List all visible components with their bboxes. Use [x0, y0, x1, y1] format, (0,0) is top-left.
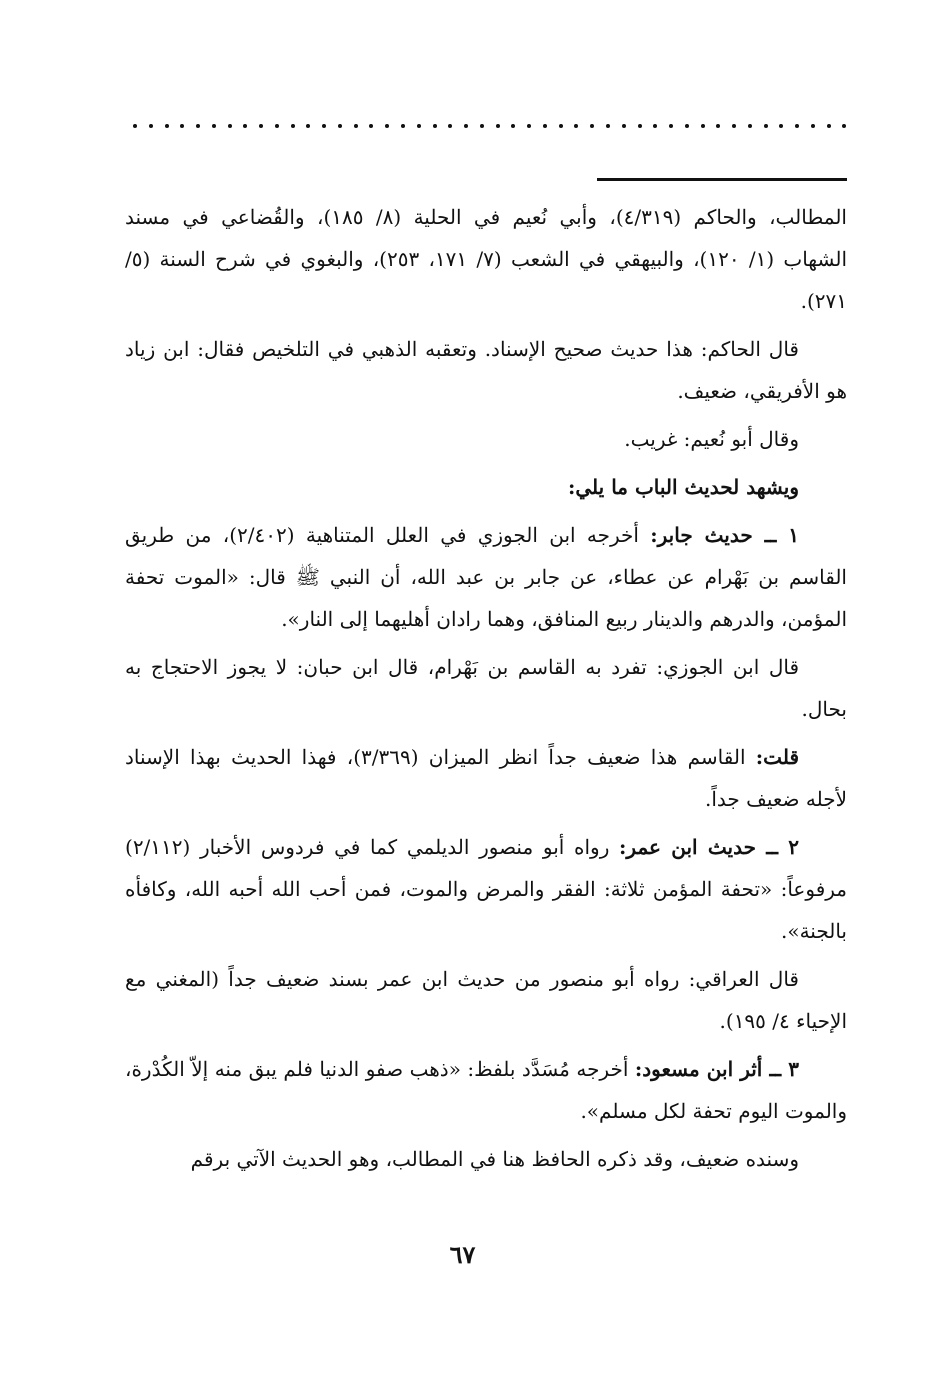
paragraph-lead: ٢ ــ حديث ابن عمر:: [619, 835, 799, 859]
paragraph: [125, 826, 847, 952]
paragraph: [125, 328, 847, 412]
separator-dot: [369, 124, 373, 128]
separator-dot: [590, 124, 594, 128]
separator-dot: [417, 124, 421, 128]
paragraph: [125, 646, 847, 730]
separator-dot: [480, 124, 484, 128]
separator-dot: [701, 124, 705, 128]
paragraph-lead: ٣ ــ أثر ابن مسعود:: [634, 1057, 800, 1081]
separator-dot: [243, 124, 247, 128]
separator-dot: [180, 124, 184, 128]
separator-dot: [385, 124, 389, 128]
separator-dot: [779, 124, 783, 128]
separator-dot: [322, 124, 326, 128]
separator-dot: [149, 124, 153, 128]
page-number: ٦٧: [449, 1240, 476, 1269]
separator-dot: [433, 124, 437, 128]
paragraph-text: المطالب، والحاكم (٤/٣١٩)، وأبي نُعيم في الحلية (٨/ ١٨٥)، والقُضاعي في مسند الشهاب (١/ ١٢٠)، والبيهقي في الشعب (٧/ ١٧١، ٢٥٣)، والبغوي في شرح السنة (٥/ ٢٧١).: [125, 205, 848, 313]
separator-dot: [606, 124, 610, 128]
footnote-rule: [597, 178, 847, 181]
separator-dot: [527, 124, 531, 128]
separator-dot: [764, 124, 768, 128]
separator-dot: [338, 124, 342, 128]
paragraph: [125, 1048, 847, 1132]
separator-dot: [291, 124, 295, 128]
separator-dot: [401, 124, 405, 128]
section-heading: [125, 466, 847, 508]
paragraph: [125, 736, 847, 820]
paragraph-text: قال العراقي: رواه أبو منصور من حديث ابن عمر بسند ضعيف جداً (المغني مع الإحياء ٤/ ١٩٥).: [125, 967, 847, 1033]
paragraph: [125, 958, 847, 1042]
separator-dot: [827, 124, 831, 128]
paragraph-text: القاسم هذا ضعيف جداً انظر الميزان (٣/٣٦٩)، فهذا الحديث بهذا الإسناد لأجله ضعيف جداً.: [125, 745, 847, 811]
separator-dot: [543, 124, 547, 128]
paragraph-text: قال ابن الجوزي: تفرد به القاسم بن بَهْرام، قال ابن حبان: لا يجوز الاحتجاج به بحال.: [125, 655, 847, 721]
paragraph-text: أخرجه مُسَدَّد بلفظ: «ذهب صفو الدنيا فلم يبق منه إلاّ الكُدْرة، والموت اليوم تحفة لكل مسلم».: [125, 1057, 847, 1123]
separator-dot: [685, 124, 689, 128]
separator-dot: [669, 124, 673, 128]
separator-dot: [354, 124, 358, 128]
paragraph-text: أخرجه ابن الجوزي في العلل المتناهية (٢/٤٠٢)، من طريق القاسم بن بَهْرام عن عطاء، عن جابر بن عبد الله، أن النبي ﷺ قال: «الموت تحفة المؤمن، والدرهم والدينار ربيع المنافق، وهما رادان أهليهما إلى النار».: [125, 523, 847, 631]
separator-dot: [638, 124, 642, 128]
separator-dot: [496, 124, 500, 128]
paragraph: [125, 1138, 847, 1180]
dotted-separator: [133, 116, 847, 136]
separator-dot: [212, 124, 216, 128]
separator-dot: [133, 124, 137, 128]
separator-dot: [795, 124, 799, 128]
separator-dot: [511, 124, 515, 128]
separator-dot: [716, 124, 720, 128]
separator-dot: [275, 124, 279, 128]
separator-dot: [306, 124, 310, 128]
paragraph-text: رواه أبو منصور الديلمي كما في فردوس الأخبار (٢/١١٢) مرفوعاً: «تحفة المؤمن ثلاثة: الفقر والمرض والموت، فمن أحب الله أحبه الله، وكافأه بالجنة».: [125, 835, 847, 943]
separator-dot: [842, 124, 846, 128]
separator-dot: [228, 124, 232, 128]
paragraph-lead: ١ ــ حديث جابر:: [650, 523, 799, 547]
separator-dot: [732, 124, 736, 128]
separator-dot: [811, 124, 815, 128]
separator-dot: [259, 124, 263, 128]
paragraph: [125, 418, 847, 460]
separator-dot: [196, 124, 200, 128]
paragraph: [125, 514, 847, 640]
paragraph-text: قال الحاكم: هذا حديث صحيح الإسناد. وتعقبه الذهبي في التلخيص فقال: ابن زياد هو الأفريقي، ضعيف.: [125, 337, 847, 403]
separator-dot: [464, 124, 468, 128]
separator-dot: [653, 124, 657, 128]
paragraph-text: وسنده ضعيف، وقد ذكره الحافظ هنا في المطالب، وهو الحديث الآتي برقم: [190, 1147, 799, 1171]
separator-dot: [748, 124, 752, 128]
paragraph-text: وقال أبو نُعيم: غريب.: [624, 427, 799, 451]
separator-dot: [622, 124, 626, 128]
separator-dot: [165, 124, 169, 128]
separator-dot: [559, 124, 563, 128]
separator-dot: [448, 124, 452, 128]
separator-dot: [574, 124, 578, 128]
paragraph-lead: قلت:: [755, 745, 799, 769]
footnote-body: [125, 196, 847, 1186]
paragraph: [125, 196, 847, 322]
paragraph-lead: ويشهد لحديث الباب ما يلي:: [568, 475, 799, 499]
